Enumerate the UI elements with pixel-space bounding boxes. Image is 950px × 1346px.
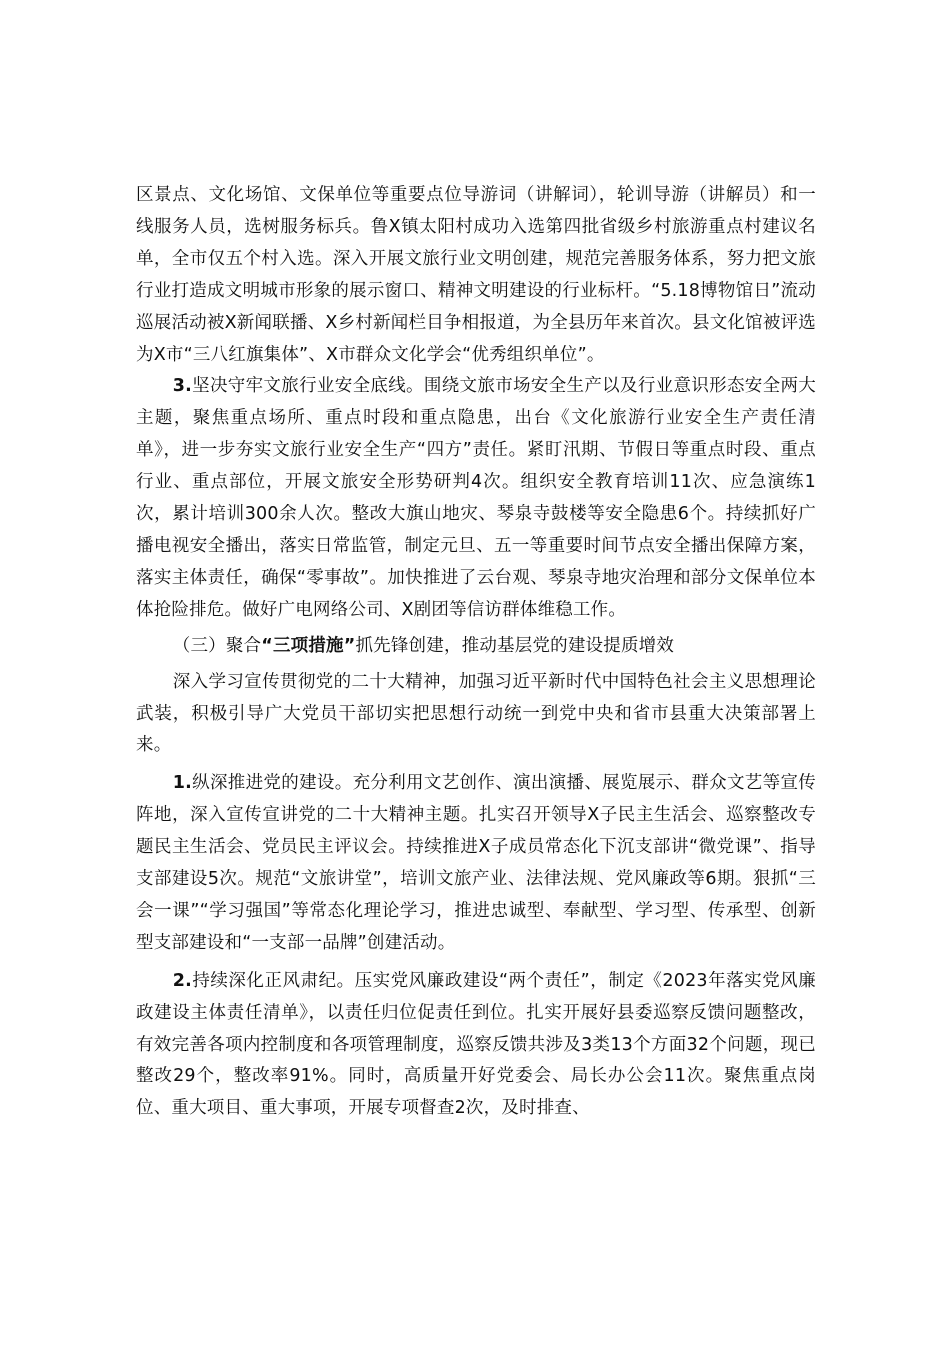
paragraph-continued: 区景点、文化场馆、文保单位等重要点位导游词（讲解词），轮训导游（讲解员）和一线服务人员，选树服务标兵。鲁X镇太阳村成功入选第四批省级乡村旅游重点村建议名单，全市仅五个村入选。深入开展文旅行业文明创建，规范完善服务体系，努力把文旅行业打造成文明城市形象的展示窗口、精神文明建设的行业标杆。“5.18博物馆日”流动巡展活动被X新闻联播、X乡村新闻栏目争相报道，为全县历年来首次。县文化馆被评选为X市“三八红旗集体”、X市群众文化学会“优秀组织单位”。 [136, 185, 816, 365]
paragraph-intro: 深入学习宣传贯彻党的二十大精神，加强习近平新时代中国特色社会主义思想理论武装，积极引导广大党员干部切实把思想行动统一到党中央和省市县重大决策部署上来。 [136, 671, 816, 756]
paragraph-discipline [136, 966, 816, 1126]
section-heading-suffix: 抓先锋创建，推动基层党的建设提质增效 [355, 635, 675, 656]
paragraph-party-building [136, 768, 816, 959]
section-heading-prefix: （三）聚合 [172, 635, 262, 656]
section-heading-3 [136, 631, 816, 663]
paragraph-safety-text: 坚决守牢文旅行业安全底线。围绕文旅市场安全生产以及行业意识形态安全两大主题，聚焦重点场所、重点时段和重点隐患，出台《文化旅游行业安全生产责任清单》，进一步夯实文旅行业安全生产“四方”责任。紧盯汛期、节假日等重点时段、重点行业、重点部位，开展文旅安全形势研判4次。组织安全教育培训11次、应急演练1次，累计培训300余人次。整改大旗山地灾、琴泉寺鼓楼等安全隐患6个。持续抓好广播电视安全播出，落实日常监管，制定元旦、五一等重要时间节点安全播出保障方案，落实主体责任，确保“零事故”。加快推进了云台观、琴泉寺地灾治理和部分文保单位本体抢险排危。做好广电网络公司、X剧团等信访群体维稳工作。 [136, 376, 816, 620]
item-number-3: 3. [172, 376, 192, 397]
item-number-2: 2. [172, 970, 192, 991]
paragraph-discipline-text: 持续深化正风肃纪。压实党风廉政建设“两个责任”，制定《2023年落实党风廉政建设主体责任清单》，以责任归位促责任到位。扎实开展好县委巡察反馈问题整改，有效完善各项内控制度和各项管理制度，巡察反馈共涉及3类13个方面32个问题，现已整改29个，整改率91%。同时，高质量开好党委会、局长办公会11次。聚焦重点岗位、重大项目、重大事项，开展专项督查2次，及时排查、 [136, 970, 816, 1119]
paragraph-safety [136, 371, 816, 626]
section-heading-bold: “三项措施” [261, 635, 356, 656]
item-number-1: 1. [172, 773, 192, 794]
document-page [136, 180, 816, 1125]
paragraph-party-building-text: 纵深推进党的建设。充分利用文艺创作、演出演播、展览展示、群众文艺等宣传阵地，深入宣传宣讲党的二十大精神主题。扎实召开领导X子民主生活会、巡察整改专题民主生活会、党员民主评议会。持续推进X子成员常态化下沉支部讲“微党课”、指导支部建设5次。规范“文旅讲堂”，培训文旅产业、法律法规、党风廉政等6期。狠抓“三会一课”“学习强国”等常态化理论学习，推进忠诚型、奉献型、学习型、传承型、创新型支部建设和“一支部一品牌”创建活动。 [136, 773, 816, 953]
